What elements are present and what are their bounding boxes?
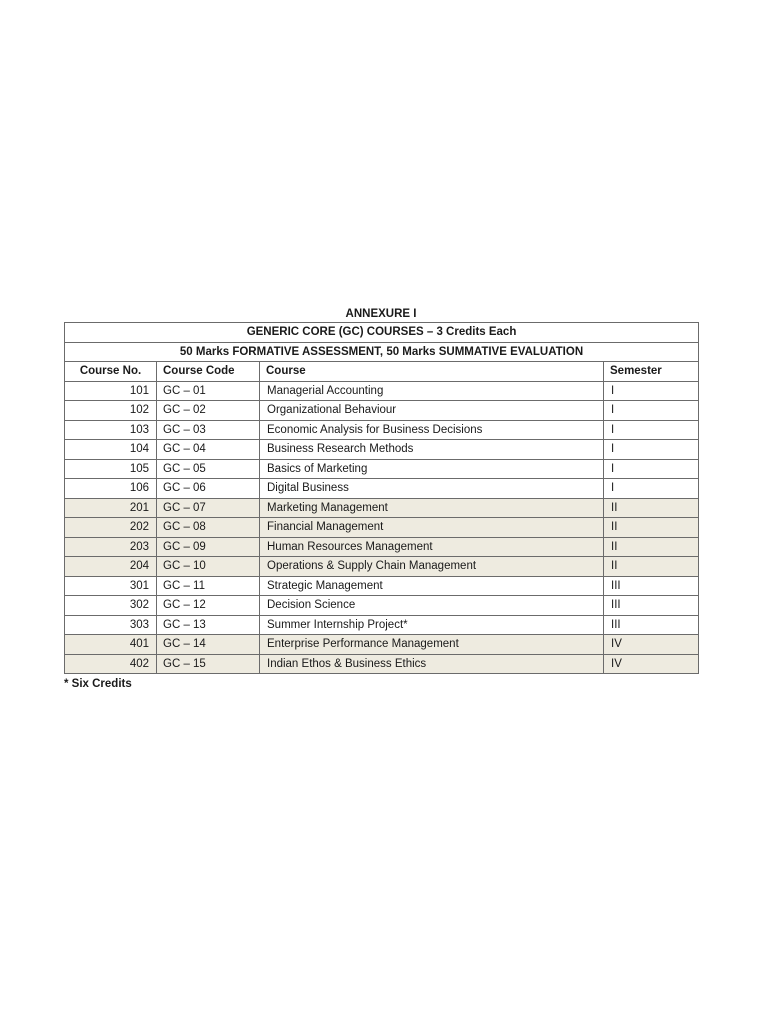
- table-row: [65, 479, 699, 499]
- table-row: [65, 459, 699, 479]
- course-name-cell: Indian Ethos & Business Ethics: [260, 654, 604, 674]
- table-row: [65, 576, 699, 596]
- course-no-cell: 204: [65, 557, 157, 577]
- course-code-cell: GC – 12: [157, 596, 260, 616]
- course-code-cell: GC – 01: [157, 381, 260, 401]
- course-name-cell: Managerial Accounting: [260, 381, 604, 401]
- course-no-cell: 401: [65, 635, 157, 655]
- course-code-cell: GC – 07: [157, 498, 260, 518]
- course-no-cell: 303: [65, 615, 157, 635]
- semester-cell: III: [604, 576, 699, 596]
- courses-table-body: [65, 323, 699, 674]
- header-semester: Semester: [604, 362, 699, 382]
- semester-cell: II: [604, 498, 699, 518]
- course-no-cell: 103: [65, 420, 157, 440]
- course-name-cell: Decision Science: [260, 596, 604, 616]
- course-code-cell: GC – 08: [157, 518, 260, 538]
- course-code-cell: GC – 04: [157, 440, 260, 460]
- assessment-note: 50 Marks FORMATIVE ASSESSMENT, 50 Marks SUMMATIVE EVALUATION: [65, 342, 699, 362]
- course-code-cell: GC – 10: [157, 557, 260, 577]
- semester-cell: I: [604, 420, 699, 440]
- table-row: [65, 654, 699, 674]
- course-code-cell: GC – 02: [157, 401, 260, 421]
- table-row: [65, 440, 699, 460]
- course-no-cell: 301: [65, 576, 157, 596]
- course-name-cell: Economic Analysis for Business Decisions: [260, 420, 604, 440]
- table-row: [65, 420, 699, 440]
- course-code-cell: GC – 03: [157, 420, 260, 440]
- annexure-document: [64, 307, 698, 692]
- course-no-cell: 106: [65, 479, 157, 499]
- semester-cell: III: [604, 596, 699, 616]
- footnote: * Six Credits: [64, 678, 132, 690]
- course-no-cell: 201: [65, 498, 157, 518]
- table-row: [65, 498, 699, 518]
- course-code-cell: GC – 09: [157, 537, 260, 557]
- course-name-cell: Enterprise Performance Management: [260, 635, 604, 655]
- table-row: [65, 596, 699, 616]
- course-name-cell: Business Research Methods: [260, 440, 604, 460]
- table-row: [65, 557, 699, 577]
- semester-cell: I: [604, 401, 699, 421]
- semester-cell: II: [604, 518, 699, 538]
- semester-cell: IV: [604, 654, 699, 674]
- table-row: [65, 381, 699, 401]
- course-name-cell: Human Resources Management: [260, 537, 604, 557]
- course-no-cell: 402: [65, 654, 157, 674]
- assessment-note-row: [65, 342, 699, 362]
- semester-cell: I: [604, 440, 699, 460]
- semester-cell: I: [604, 381, 699, 401]
- semester-cell: I: [604, 459, 699, 479]
- table-row: [65, 635, 699, 655]
- table-title: GENERIC CORE (GC) COURSES – 3 Credits Each: [65, 323, 699, 343]
- course-code-cell: GC – 15: [157, 654, 260, 674]
- annexure-title: ANNEXURE I: [345, 308, 417, 320]
- course-name-cell: Strategic Management: [260, 576, 604, 596]
- course-name-cell: Summer Internship Project*: [260, 615, 604, 635]
- course-name-cell: Basics of Marketing: [260, 459, 604, 479]
- course-no-cell: 104: [65, 440, 157, 460]
- course-code-cell: GC – 11: [157, 576, 260, 596]
- table-row: [65, 615, 699, 635]
- course-code-cell: GC – 06: [157, 479, 260, 499]
- course-name-cell: Marketing Management: [260, 498, 604, 518]
- course-code-cell: GC – 14: [157, 635, 260, 655]
- semester-cell: II: [604, 537, 699, 557]
- semester-cell: II: [604, 557, 699, 577]
- course-no-cell: 302: [65, 596, 157, 616]
- courses-table: [64, 322, 699, 674]
- table-row: [65, 401, 699, 421]
- table-title-row: [65, 323, 699, 343]
- course-name-cell: Digital Business: [260, 479, 604, 499]
- course-code-cell: GC – 13: [157, 615, 260, 635]
- header-course-code: Course Code: [157, 362, 260, 382]
- course-no-cell: 101: [65, 381, 157, 401]
- course-no-cell: 105: [65, 459, 157, 479]
- course-name-cell: Operations & Supply Chain Management: [260, 557, 604, 577]
- course-name-cell: Organizational Behaviour: [260, 401, 604, 421]
- semester-cell: III: [604, 615, 699, 635]
- header-course: Course: [260, 362, 604, 382]
- course-no-cell: 202: [65, 518, 157, 538]
- table-header-row: [65, 362, 699, 382]
- semester-cell: IV: [604, 635, 699, 655]
- course-no-cell: 102: [65, 401, 157, 421]
- table-row: [65, 518, 699, 538]
- course-name-cell: Financial Management: [260, 518, 604, 538]
- table-row: [65, 537, 699, 557]
- semester-cell: I: [604, 479, 699, 499]
- course-no-cell: 203: [65, 537, 157, 557]
- header-course-no: Course No.: [65, 362, 157, 382]
- course-code-cell: GC – 05: [157, 459, 260, 479]
